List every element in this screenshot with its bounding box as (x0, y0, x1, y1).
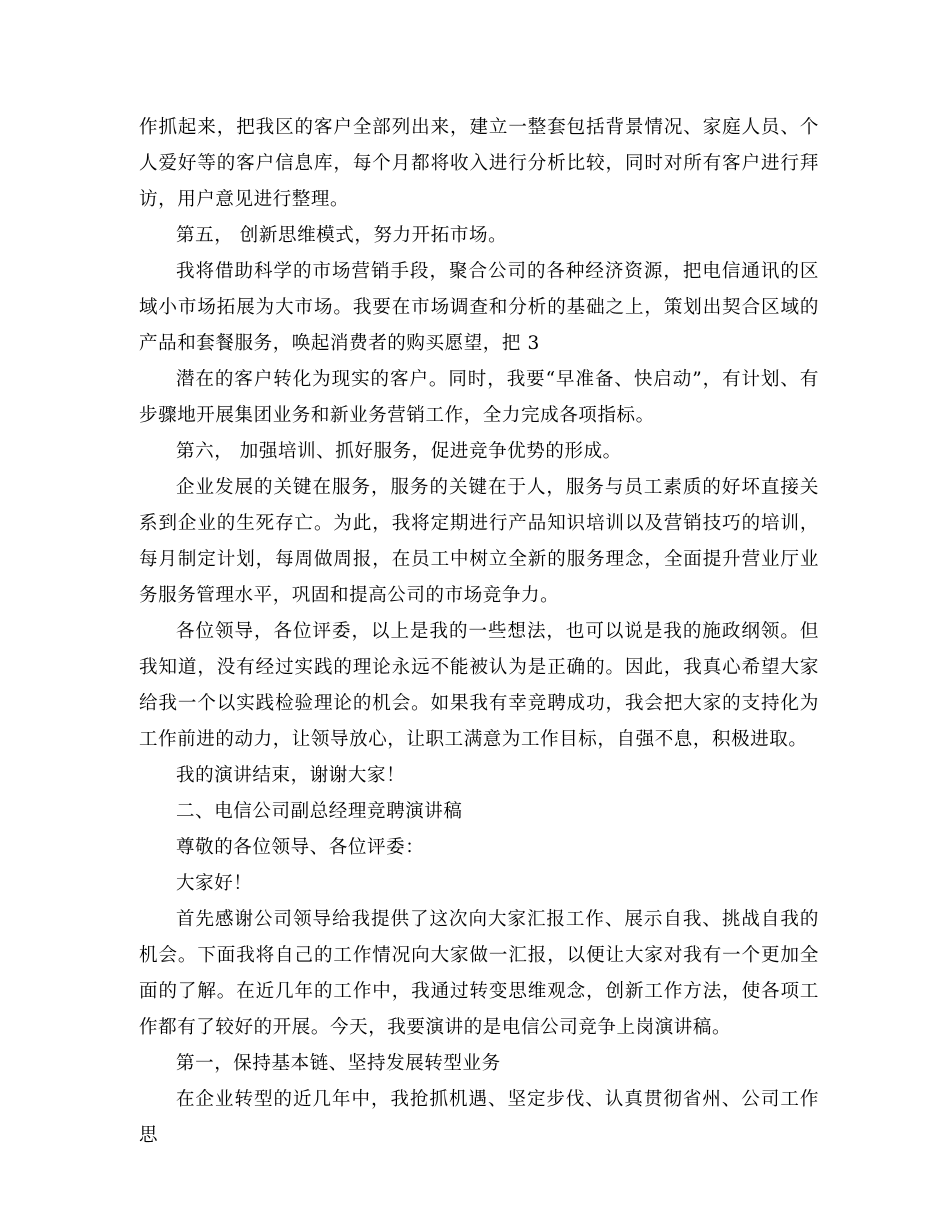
section-heading-first: 第一，保持基本链、坚持发展转型业务 (176, 1053, 501, 1074)
paragraph: 潜在的客户转化为现实的客户。同时，我要“早准备、快启动”，有计划、有步骤地开展集团业务和新业务营销工作，全力完成各项指标。 (139, 369, 819, 426)
paragraph: 各位领导，各位评委，以上是我的一些想法，也可以说是我的施政纲领。但我知道，没有经过实践的理论永远不能被认为是正确的。因此，我真心希望大家给我一个以实践检验理论的机会。如果我有幸竞聘成功，我会把大家的支持化为工作前进的动力，让领导放心，让职工满意为工作目标，自强不息，积极进取。 (139, 621, 819, 750)
section-heading-fifth: 第五， 创新思维模式，努力开拓市场。 (176, 225, 508, 246)
closing-line: 我的演讲结束，谢谢大家！ (176, 765, 406, 786)
paragraph: 首先感谢公司领导给我提供了这次向大家汇报工作、展示自我、挑战自我的机会。下面我将自己的工作情况向大家做一汇报，以便让大家对我有一个更加全面的了解。在近几年的工作中，我通过转变思维观念，创新工作方法，使各项工作都有了较好的开展。今天，我要演讲的是电信公司竞争上岗演讲稿。 (139, 909, 819, 1038)
document-body (139, 110, 819, 1154)
article-title: 二、电信公司副总经理竞聘演讲稿 (176, 801, 463, 822)
paragraph-continuation: 作抓起来，把我区的客户全部列出来，建立一整套包括背景情况、家庭人员、个人爱好等的客户信息库，每个月都将收入进行分析比较，同时对所有客户进行拜访，用户意见进行整理。 (139, 117, 819, 210)
paragraph: 在企业转型的近几年中，我抢抓机遇、坚定步伐、认真贯彻省州、公司工作思 (139, 1089, 819, 1146)
salutation: 尊敬的各位领导、各位评委： (176, 837, 425, 858)
section-heading-sixth: 第六， 加强培训、抓好服务，促进竞争优势的形成。 (176, 441, 622, 462)
greeting: 大家好！ (176, 873, 253, 894)
paragraph: 我将借助科学的市场营销手段，聚合公司的各种经济资源，把电信通讯的区域小市场拓展为大市场。我要在市场调查和分析的基础之上，策划出契合区域的产品和套餐服务，唤起消费者的购买愿望，把 3 (139, 261, 819, 354)
paragraph: 企业发展的关键在服务，服务的关键在于人，服务与员工素质的好坏直接关系到企业的生死存亡。为此，我将定期进行产品知识培训以及营销技巧的培训，每月制定计划，每周做周报，在员工中树立全新的服务理念，全面提升营业厅业务服务管理水平，巩固和提高公司的市场竞争力。 (139, 477, 819, 606)
